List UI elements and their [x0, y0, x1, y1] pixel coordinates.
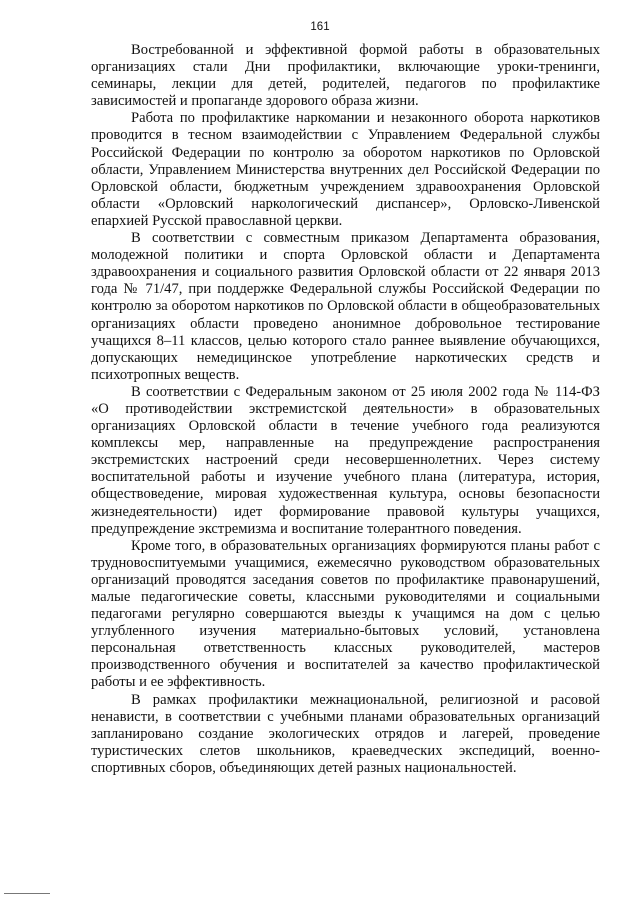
- paragraph-student-testing: В соответствии с совместным приказом Департамента образования, молодежной политики и спорта Орловской области и Департамента здравоохранения и социального развития Орловской области от 22 января 2013 года № 71/47, при поддержке Федеральной службы Российской Федерации по контролю за оборотом наркотиков по Орловской области в общеобразовательных организациях области проведено анонимное добровольное тестирование учащихся 8–11 классов, целью которого стало раннее выявление обучающихся, допускающих немедицинское употребление наркотических средств и психотропных веществ.: [91, 230, 600, 383]
- paragraph-individual-work: Кроме того, в образовательных организациях формируются планы работ с трудновоспитуемыми учащимися, ежемесячно руководством образовательных организаций проводятся заседания советов по профилактике правонарушений, малые педагогические советы, классными руководителями и социальными педагогами регулярно совершаются выезды к учащимся на дом с целью углубленного изучения материально-бытовых условий, установлена персональная ответственность классных руководителей, мастеров производственного обучения и воспитателей за качество профилактической работы и ее эффективность.: [91, 537, 600, 691]
- paragraph-interethnic-tolerance: В рамках профилактики межнациональной, религиозной и расовой ненависти, в соответствии с учебными планами образовательных организаций запланировано создание экологических отрядов и лагерей, проведение туристических слетов школьников, краеведческих экспедиций, военно-спортивных сборов, объединяющих детей разных национальностей.: [91, 691, 600, 776]
- document-body: [91, 42, 600, 777]
- paragraph-interagency-cooperation: Работа по профилактике наркомании и незаконного оборота наркотиков проводится в тесном взаимодействии с Управлением Федеральной службы Российской Федерации по контролю за оборотом наркотиков по Орловской области, Управлением Министерства внутренних дел Российской Федерации по Орловской области, бюджетным учреждением здравоохранения Орловской области «Орловский наркологический диспансер», Орловско-Ливенской епархией Русской православной церкви.: [91, 110, 600, 229]
- footer-rule: [4, 893, 50, 894]
- paragraph-extremism-prevention: В соответствии с Федеральным законом от 25 июля 2002 года № 114-ФЗ «О противодействии экстремистской деятельности» в образовательных организациях Орловской области в течение учебного года реализуются комплексы мер, направленные на предупреждение распространения экстремистских настроений среди несовершеннолетних. Через систему воспитательной работы и изучение учебного плана (литература, история, обществоведение, мировая художественная культура, основы безопасности жизнедеятельности) идет формирование правовой культуры учащихся, предупреждение экстремизма и воспитание толерантного поведения.: [91, 383, 600, 537]
- page-number: 161: [310, 21, 330, 33]
- paragraph-prevention-days: Востребованной и эффективной формой работы в образовательных организациях стали Дни профилактики, включающие уроки-тренинги, семинары, лекции для детей, родителей, педагогов по профилактике зависимостей и пропаганде здорового образа жизни.: [91, 42, 600, 110]
